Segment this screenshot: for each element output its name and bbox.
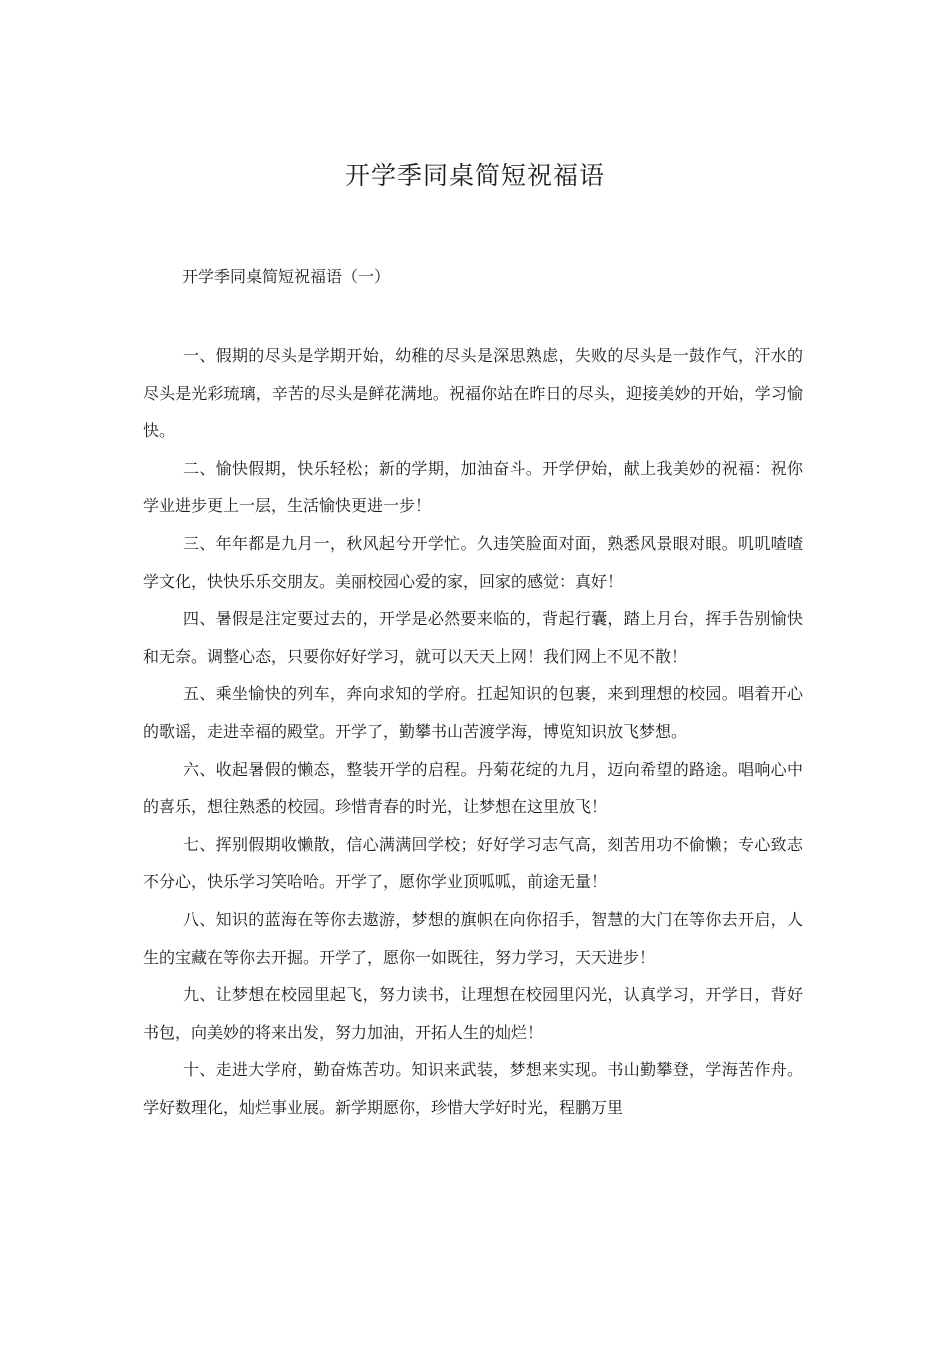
paragraph-5: 五、乘坐愉快的列车，奔向求知的学府。扛起知识的包裹，来到理想的校园。唱着开心的歌谣，走进幸福的殿堂。开学了，勤攀书山苦渡学海，博览知识放飞梦想。 <box>143 684 803 741</box>
paragraph-8: 八、知识的蓝海在等你去遨游，梦想的旗帜在向你招手，智慧的大门在等你去开启，人生的宝藏在等你去开掘。开学了，愿你一如既往，努力学习，天天进步！ <box>143 909 803 967</box>
section-heading: 开学季同桌简短祝福语（一） <box>182 267 391 286</box>
document-body <box>143 337 803 1126</box>
paragraph-3: 三、年年都是九月一，秋风起兮开学忙。久违笑脸面对面，熟悉风景眼对眼。叽叽喳喳学文化，快快乐乐交朋友。美丽校园心爱的家，回家的感觉：真好！ <box>143 533 803 591</box>
document-title: 开学季同桌简短祝福语 <box>344 161 605 190</box>
paragraph-7: 七、挥别假期收懒散，信心满满回学校；好好学习志气高，刻苦用功不偷懒；专心致志不分心，快乐学习笑哈哈。开学了，愿你学业顶呱呱，前途无量！ <box>143 834 803 892</box>
paragraph-2: 二、愉快假期，快乐轻松；新的学期，加油奋斗。开学伊始，献上我美妙的祝福：祝你学业进步更上一层，生活愉快更进一步！ <box>143 458 803 516</box>
paragraph-10: 十、走进大学府，勤奋炼苦功。知识来武装，梦想来实现。书山勤攀登，学海苦作舟。学好数理化，灿烂事业展。新学期愿你，珍惜大学好时光，程鹏万里 <box>143 1060 803 1117</box>
paragraph-4: 四、暑假是注定要过去的，开学是必然要来临的，背起行囊，踏上月台，挥手告别愉快和无奈。调整心态，只要你好好学习，就可以天天上网！我们网上不见不散！ <box>143 609 803 666</box>
paragraph-9: 九、让梦想在校园里起飞，努力读书，让理想在校园里闪光，认真学习，开学日，背好书包，向美妙的将来出发，努力加油，开拓人生的灿烂！ <box>143 985 803 1042</box>
paragraph-1: 一、假期的尽头是学期开始，幼稚的尽头是深思熟虑，失败的尽头是一鼓作气，汗水的尽头是光彩琉璃，辛苦的尽头是鲜花满地。祝福你站在昨日的尽头，迎接美妙的开始，学习愉快。 <box>143 346 803 441</box>
paragraph-6: 六、收起暑假的懒态，整装开学的启程。丹菊花绽的九月，迈向希望的路途。唱响心中的喜乐，想往熟悉的校园。珍惜青春的时光，让梦想在这里放飞！ <box>143 759 803 817</box>
